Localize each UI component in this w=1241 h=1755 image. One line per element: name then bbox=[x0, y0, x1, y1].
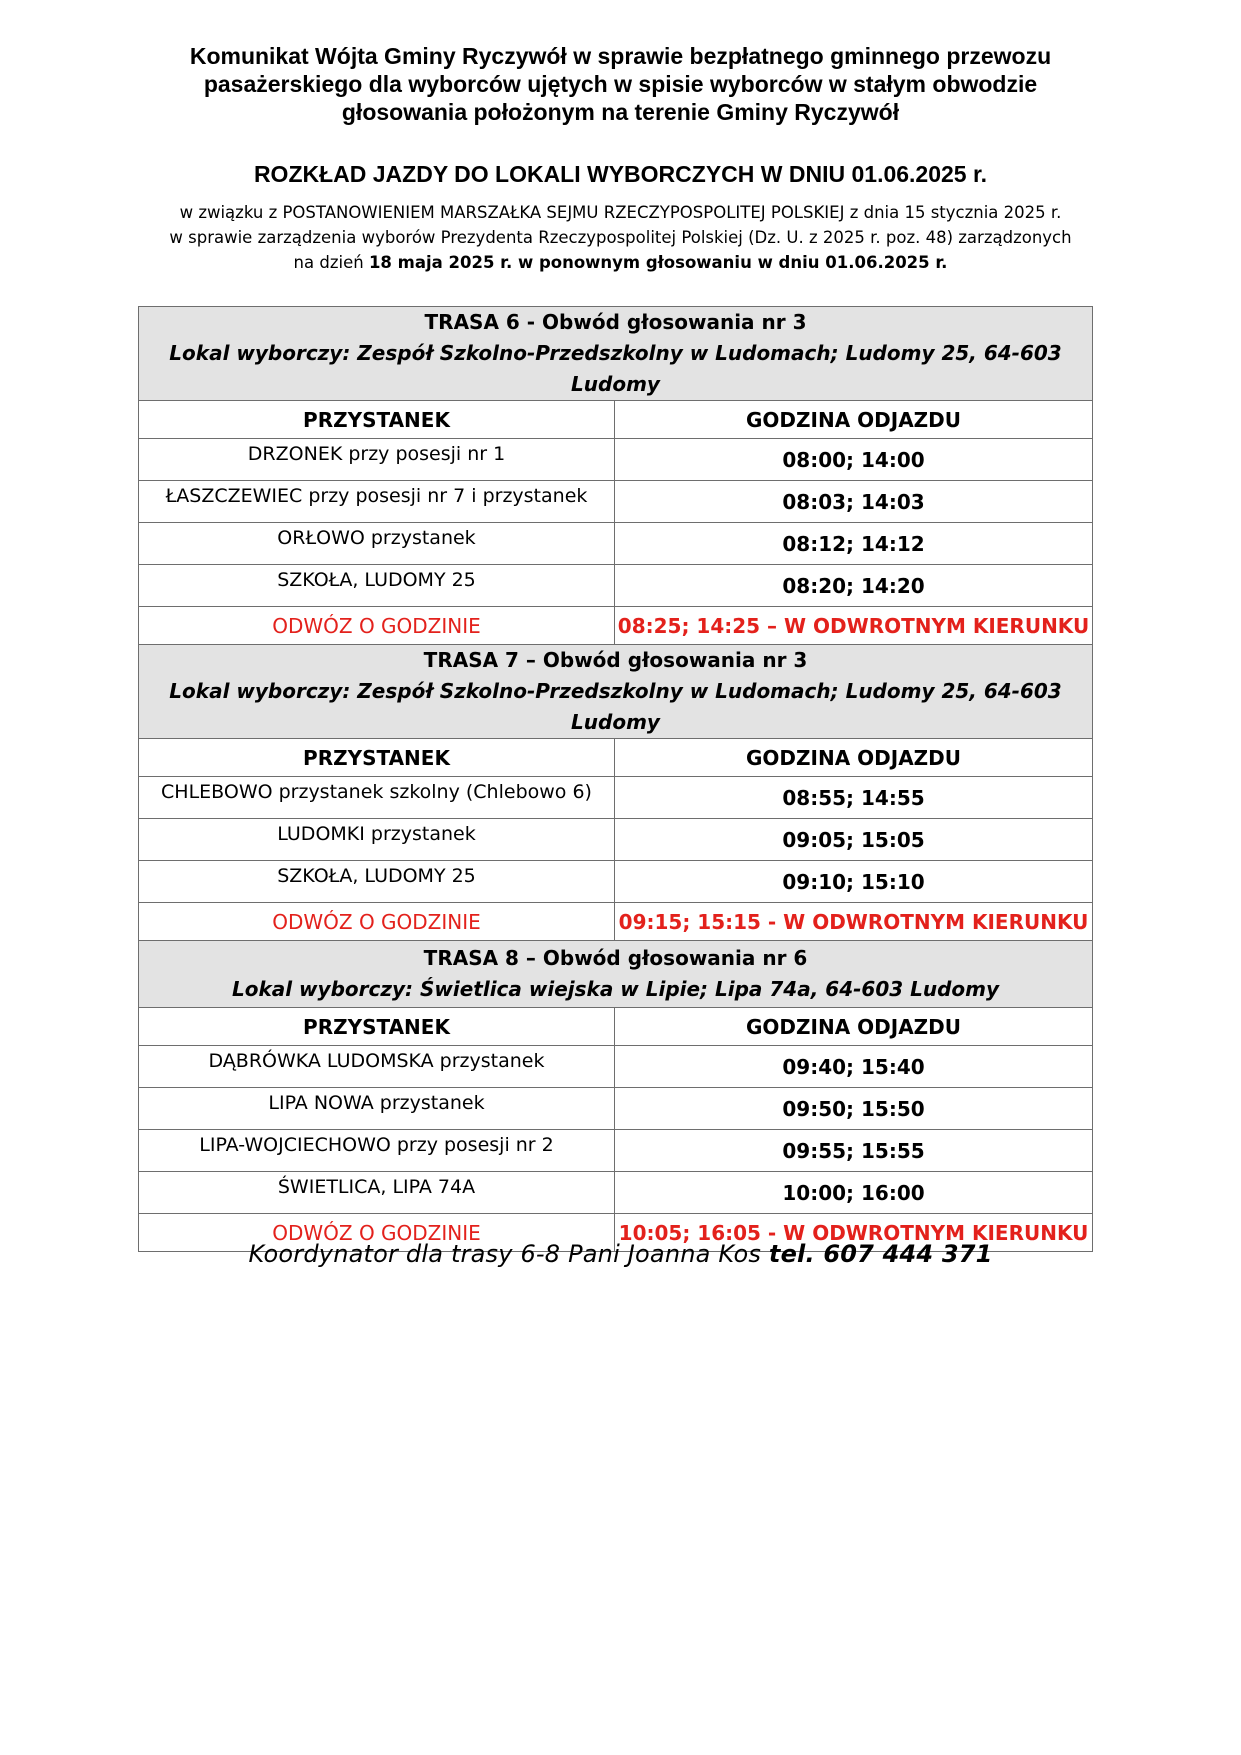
column-header-row bbox=[139, 401, 1093, 439]
column-header-row bbox=[139, 739, 1093, 777]
stop-row bbox=[139, 523, 1093, 565]
route-name: TRASA 8 – Obwód głosowania nr 6 bbox=[423, 946, 808, 970]
column-header-departure: GODZINA ODJAZDU bbox=[615, 401, 1093, 439]
document-header bbox=[0, 42, 1241, 275]
column-header-stop: PRZYSTANEK bbox=[139, 739, 615, 777]
announcement-title-line-2: pasażerskiego dla wyborców ujętych w spisie wyborców w stałym obwodzie bbox=[203, 71, 1038, 97]
announcement-title bbox=[121, 42, 1121, 126]
stop-row bbox=[139, 481, 1093, 523]
stop-name: LIPA-WOJCIECHOWO przy posesji nr 2 bbox=[139, 1130, 615, 1172]
stop-name: ŚWIETLICA, LIPA 74A bbox=[139, 1172, 615, 1214]
departure-time: 10:00; 16:00 bbox=[615, 1172, 1093, 1214]
column-header-stop: PRZYSTANEK bbox=[139, 1008, 615, 1046]
legal-basis bbox=[0, 200, 1241, 275]
return-row bbox=[139, 903, 1093, 941]
return-label: ODWÓZ O GODZINIE bbox=[139, 1214, 615, 1252]
stop-row bbox=[139, 819, 1093, 861]
stop-row bbox=[139, 565, 1093, 607]
departure-time: 09:10; 15:10 bbox=[615, 861, 1093, 903]
stop-row bbox=[139, 439, 1093, 481]
stop-name: DRZONEK przy posesji nr 1 bbox=[139, 439, 615, 481]
polling-place: Lokal wyborczy: Świetlica wiejska w Lipie; Lipa 74a, 64-603 Ludomy bbox=[231, 977, 1000, 1001]
timetable-body bbox=[139, 307, 1093, 1252]
legal-basis-line-3-prefix: na dzień bbox=[293, 253, 369, 272]
stop-row bbox=[139, 1172, 1093, 1214]
departure-time: 08:00; 14:00 bbox=[615, 439, 1093, 481]
departure-time: 09:50; 15:50 bbox=[615, 1088, 1093, 1130]
polling-place: Lokal wyborczy: Zespół Szkolno-Przedszkolny w Ludomach; Ludomy 25, 64-603 Ludomy bbox=[169, 679, 1062, 734]
column-header-row bbox=[139, 1008, 1093, 1046]
legal-basis-line-3-date: 18 maja 2025 r. w ponownym głosowaniu w dniu 01.06.2025 r. bbox=[368, 253, 948, 272]
return-time: 10:05; 16:05 - W ODWROTNYM KIERUNKU bbox=[615, 1214, 1093, 1252]
route-header-cell bbox=[139, 307, 1093, 401]
departure-time: 08:03; 14:03 bbox=[615, 481, 1093, 523]
departure-time: 09:55; 15:55 bbox=[615, 1130, 1093, 1172]
departure-time: 08:55; 14:55 bbox=[615, 777, 1093, 819]
column-header-departure: GODZINA ODJAZDU bbox=[615, 739, 1093, 777]
stop-name: ŁASZCZEWIEC przy posesji nr 7 i przystanek bbox=[139, 481, 615, 523]
announcement-title-line-3: głosowania położonym na terenie Gminy Ryczywół bbox=[341, 99, 900, 125]
stop-row bbox=[139, 861, 1093, 903]
route-name: TRASA 6 - Obwód głosowania nr 3 bbox=[424, 310, 807, 334]
stop-name: CHLEBOWO przystanek szkolny (Chlebowo 6) bbox=[139, 777, 615, 819]
return-time: 08:25; 14:25 – W ODWROTNYM KIERUNKU bbox=[615, 607, 1093, 645]
stop-row bbox=[139, 1088, 1093, 1130]
stop-name: ORŁOWO przystanek bbox=[139, 523, 615, 565]
stop-name: SZKOŁA, LUDOMY 25 bbox=[139, 861, 615, 903]
stop-name: SZKOŁA, LUDOMY 25 bbox=[139, 565, 615, 607]
coordinator-note bbox=[0, 1240, 1241, 1268]
legal-basis-line-2: w sprawie zarządzenia wyborów Prezydenta Rzeczypospolitej Polskiej (Dz. U. z 2025 r. poz. 48) zarządzonych bbox=[169, 228, 1072, 247]
route-name: TRASA 7 – Obwód głosowania nr 3 bbox=[423, 648, 808, 672]
coordinator-phone: tel. 607 444 371 bbox=[768, 1240, 993, 1268]
stop-name: LIPA NOWA przystanek bbox=[139, 1088, 615, 1130]
legal-basis-line-3 bbox=[0, 250, 1241, 275]
departure-time: 09:40; 15:40 bbox=[615, 1046, 1093, 1088]
column-header-departure: GODZINA ODJAZDU bbox=[615, 1008, 1093, 1046]
return-row bbox=[139, 607, 1093, 645]
route-header-row bbox=[139, 645, 1093, 739]
departure-time: 08:20; 14:20 bbox=[615, 565, 1093, 607]
route-header-row bbox=[139, 307, 1093, 401]
stop-row bbox=[139, 1130, 1093, 1172]
route-header-cell bbox=[139, 941, 1093, 1008]
column-header-stop: PRZYSTANEK bbox=[139, 401, 615, 439]
route-header-row bbox=[139, 941, 1093, 1008]
stop-row bbox=[139, 777, 1093, 819]
route-header-cell bbox=[139, 645, 1093, 739]
stop-name: LUDOMKI przystanek bbox=[139, 819, 615, 861]
schedule-title: ROZKŁAD JAZDY DO LOKALI WYBORCZYCH W DNIU 01.06.2025 r. bbox=[253, 161, 988, 187]
departure-time: 08:12; 14:12 bbox=[615, 523, 1093, 565]
return-label: ODWÓZ O GODZINIE bbox=[139, 607, 615, 645]
stop-row bbox=[139, 1046, 1093, 1088]
timetable bbox=[138, 306, 1093, 1252]
legal-basis-line-1: w związku z POSTANOWIENIEM MARSZAŁKA SEJMU RZECZYPOSPOLITEJ POLSKIEJ z dnia 15 stycznia 2025 r. bbox=[179, 203, 1062, 222]
announcement-title-line-1: Komunikat Wójta Gminy Ryczywół w sprawie bezpłatnego gminnego przewozu bbox=[189, 43, 1052, 69]
stop-name: DĄBRÓWKA LUDOMSKA przystanek bbox=[139, 1046, 615, 1088]
departure-time: 09:05; 15:05 bbox=[615, 819, 1093, 861]
return-label: ODWÓZ O GODZINIE bbox=[139, 903, 615, 941]
coordinator-text: Koordynator dla trasy 6-8 Pani Joanna Kos bbox=[248, 1240, 769, 1268]
return-time: 09:15; 15:15 - W ODWROTNYM KIERUNKU bbox=[615, 903, 1093, 941]
polling-place: Lokal wyborczy: Zespół Szkolno-Przedszkolny w Ludomach; Ludomy 25, 64-603 Ludomy bbox=[169, 341, 1062, 396]
